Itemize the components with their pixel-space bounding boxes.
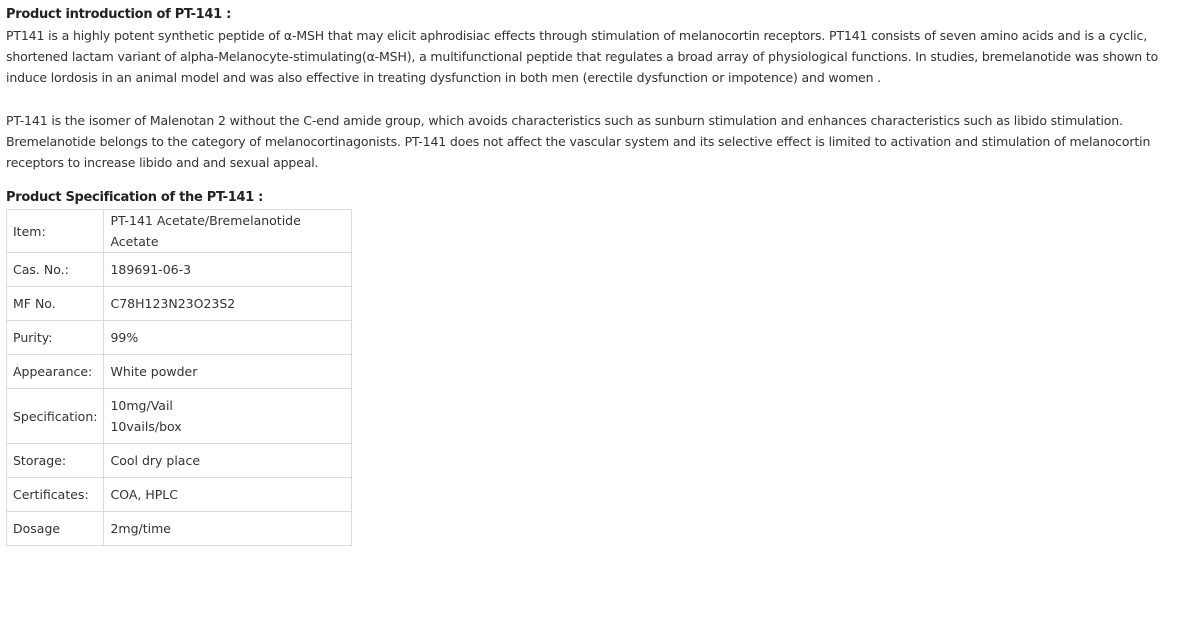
table-row	[7, 210, 352, 253]
spec-value	[104, 389, 352, 444]
table-row	[7, 512, 352, 546]
spec-value: 189691-06-3	[104, 253, 352, 287]
spec-label: Item:	[7, 210, 104, 253]
table-row	[7, 444, 352, 478]
spec-label: Purity:	[7, 321, 104, 355]
spec-label: Appearance:	[7, 355, 104, 389]
table-row	[7, 478, 352, 512]
spec-value: 99%	[104, 321, 352, 355]
table-row	[7, 287, 352, 321]
spec-label: Cas. No.:	[7, 253, 104, 287]
paragraph-spacer	[6, 88, 1197, 109]
spec-label: Dosage	[7, 512, 104, 546]
spec-value: 2mg/time	[104, 512, 352, 546]
spec-value: Cool dry place	[104, 444, 352, 478]
spec-label: MF No.	[7, 287, 104, 321]
spec-value-line: 10vails/box	[110, 419, 182, 434]
spec-label: Storage:	[7, 444, 104, 478]
spec-value: C78H123N23O23S2	[104, 287, 352, 321]
spec-value-line: 10mg/Vail	[110, 398, 173, 413]
spec-value: White powder	[104, 355, 352, 389]
intro-paragraph-1: PT141 is a highly potent synthetic peptide of α-MSH that may elicit aphrodisiac effects through stimulation of melanocortin receptors. PT141 consists of seven amino acids and is a cyclic, shortened lactam variant of alpha-Melanocyte-stimulating(α-MSH), a multifunctional peptide that regulates a broad array of physiological functions. In studies, bremelanotide was shown to induce lordosis in an animal model and was also effective in treating dysfunction in both men (erectile dysfunction or impotence) and women .	[6, 28, 1159, 85]
intro-heading: Product introduction of PT-141 :	[6, 7, 232, 22]
spec-label: Certificates:	[7, 478, 104, 512]
spec-table	[6, 209, 352, 546]
table-row	[7, 389, 352, 444]
table-row	[7, 355, 352, 389]
spec-value: PT-141 Acetate/Bremelanotide Acetate	[104, 210, 352, 253]
spec-label: Specification:	[7, 389, 104, 444]
table-row	[7, 321, 352, 355]
spec-heading: Product Specification of the PT-141 :	[6, 190, 264, 205]
spec-value: COA, HPLC	[104, 478, 352, 512]
intro-paragraph-2: PT-141 is the isomer of Malenotan 2 without the C-end amide group, which avoids characteristics such as sunburn stimulation and enhances characteristics such as libido stimulation. Bremelanotide belongs to the category of melanocortinagonists. PT-141 does not affect the vascular system and its selective effect is limited to activation and stimulation of melanocortin receptors to increase libido and and sexual appeal.	[6, 113, 1151, 170]
table-row	[7, 253, 352, 287]
